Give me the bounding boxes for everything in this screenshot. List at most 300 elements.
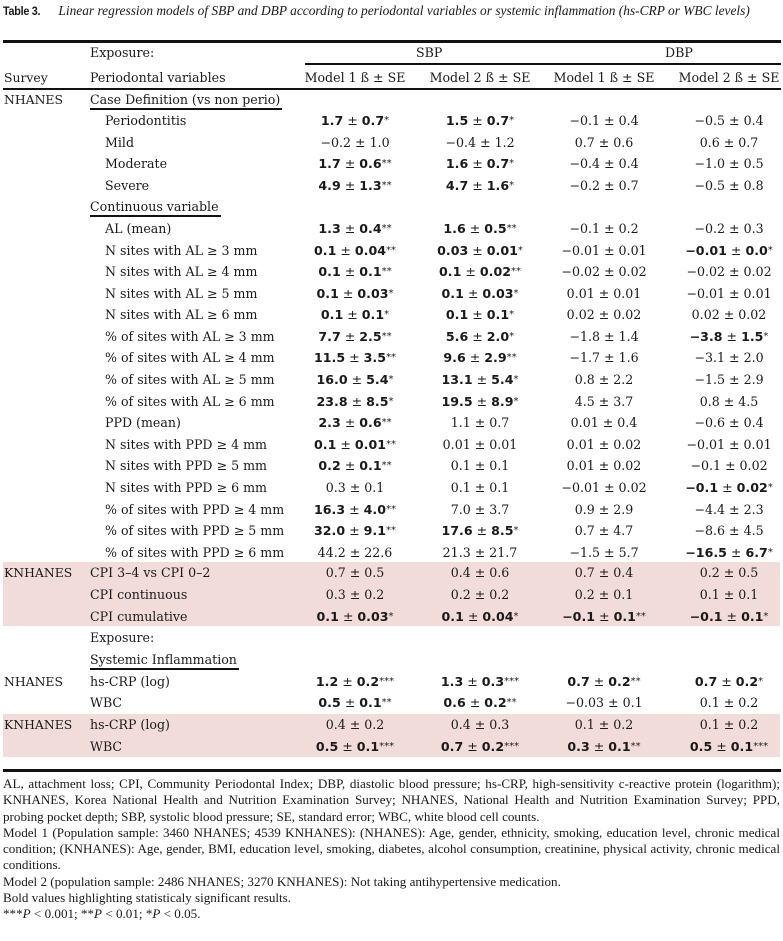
cell-estimate: 0.4: [325, 717, 346, 732]
plus-minus-sign: ±: [718, 480, 737, 495]
row-label: % of sites with AL ≥ 3 mm: [105, 329, 275, 344]
cell-estimate: 4.7: [445, 178, 469, 193]
cell-se: 0.3: [743, 221, 764, 236]
plus-minus-sign: ±: [340, 221, 360, 236]
cell-se: 0.1: [622, 695, 643, 710]
cell-estimate: 0.6: [443, 695, 466, 710]
footnote-abbreviations: AL, attachment loss; CPI, Community Periodontal Index; DBP, diastolic blood pressure; hs-CRP, high-sensitivity c-reactive protein (logarithm); KNHANES, Korea National Health and Nutrition Examination Survey; NHANES, National Health and Nutrition Examination Survey; PPD, probing pocket depth; SBP, systolic blood pressure; SE, standard error; WBC, white blood cell counts.: [3, 776, 780, 824]
cell-se: 0.4: [618, 113, 639, 128]
table-cell: [667, 587, 783, 603]
significance-stars: **: [381, 417, 392, 428]
table-cell: [667, 739, 783, 755]
cell-se: 6.7: [745, 545, 768, 560]
significance-stars: **: [385, 439, 396, 450]
table-cell: [418, 264, 542, 280]
table-cell: [667, 523, 783, 539]
table-cell: [542, 415, 666, 431]
table-cell: [542, 739, 666, 755]
table-cell: [293, 609, 417, 625]
plus-minus-sign: ±: [340, 329, 360, 344]
header-survey: Survey: [4, 70, 48, 85]
survey-knhanes: KNHANES: [4, 565, 73, 580]
cell-estimate: 1.3: [318, 221, 341, 236]
row-label: % of sites with AL ≥ 6 mm: [105, 394, 275, 409]
table-cell: [293, 156, 417, 172]
cell-estimate: 11.5: [314, 350, 346, 365]
cell-se: 0.2: [484, 695, 507, 710]
significance-stars: **: [635, 611, 646, 622]
header-col-sbp-model2: Model 2 ß ± SE: [429, 70, 531, 85]
cell-estimate: 0.3: [567, 739, 590, 754]
header-periodontal-variables: Periodontal variables: [90, 70, 226, 85]
cell-se: 2.9: [484, 350, 507, 365]
plus-minus-sign: ±: [340, 458, 360, 473]
table-cell: [542, 394, 666, 410]
plus-minus-sign: ±: [589, 739, 609, 754]
table-cell: [293, 394, 417, 410]
cell-se: 0.1: [489, 480, 510, 495]
table-cell: [418, 437, 542, 453]
significance-stars: *: [763, 611, 769, 622]
plus-minus-sign: ±: [599, 243, 619, 258]
table-cell: [418, 350, 542, 366]
cell-se: 0.3: [481, 674, 505, 689]
plus-minus-sign: ±: [470, 587, 490, 602]
cell-estimate: −0.1: [690, 458, 721, 473]
plus-minus-sign: ±: [463, 609, 483, 624]
plus-minus-sign: ±: [725, 523, 744, 538]
plus-minus-sign: ±: [717, 674, 736, 689]
table-cell: [542, 458, 666, 474]
significance-stars: **: [385, 525, 396, 536]
cell-se: 0.2: [608, 674, 631, 689]
cell-estimate: 0.01: [566, 286, 595, 301]
table-cell: [542, 717, 666, 733]
cell-estimate: 0.5: [318, 695, 341, 710]
table-cell: [667, 329, 783, 345]
significance-stars: ***: [379, 676, 395, 687]
cell-se: 2.0: [486, 329, 510, 344]
cell-estimate: 0.3: [325, 587, 346, 602]
plus-minus-sign: ±: [725, 221, 744, 236]
significance-stars: **: [385, 352, 396, 363]
cell-estimate: −1.5: [569, 545, 600, 560]
table-cell: [667, 178, 783, 194]
row-label: Severe: [105, 178, 150, 193]
plus-minus-sign: ±: [472, 372, 492, 387]
cell-estimate: 5.6: [445, 329, 469, 344]
cell-estimate: −0.2: [569, 178, 600, 193]
cell-estimate: −0.01: [561, 243, 600, 258]
header-col-dbp-model1: Model 1 ß ± SE: [553, 70, 655, 85]
table-cell: [542, 156, 666, 172]
significance-stars: **: [630, 676, 641, 687]
cell-estimate: −0.02: [686, 264, 725, 279]
table-cell: [542, 221, 666, 237]
significance-stars: **: [381, 180, 392, 191]
row-label: CPI continuous: [90, 587, 188, 602]
cell-estimate: −0.4: [445, 135, 476, 150]
cell-se: 0.02: [613, 458, 642, 473]
table-cell: [542, 609, 666, 625]
section-systemic-inflammation: Systemic Inflammation: [90, 652, 239, 670]
footnote-model1: Model 1 (Population sample: 3460 NHANES; 4539 KNHANES): (NHANES): Age, gender, ethnicity, smoking, education level, chronic medical condition; (KNHANES): Age, gender, BMI, education level, smoking, diabetes, alcohol consumption, creatinine, physical activity, chronic medical conditions.: [3, 824, 780, 873]
significance-stars: *: [388, 611, 394, 622]
cell-se: 3.7: [489, 502, 510, 517]
cell-se: 0.04: [482, 609, 514, 624]
table-cell: [542, 565, 666, 581]
table-cell: [542, 674, 666, 690]
plus-minus-sign: ±: [470, 458, 490, 473]
cell-se: 21.7: [489, 545, 518, 560]
row-label: Moderate: [105, 156, 168, 171]
plus-minus-sign: ±: [720, 458, 740, 473]
table-cell: [667, 113, 783, 129]
table-cell: [418, 587, 542, 603]
plus-minus-sign: ±: [472, 523, 492, 538]
cell-se: 0.6: [489, 565, 510, 580]
table-cell: [542, 113, 666, 129]
cell-estimate: 0.01: [566, 437, 595, 452]
cell-se: 5.4: [366, 372, 389, 387]
significance-stars: ***: [504, 676, 520, 687]
cell-se: 0.2: [356, 674, 380, 689]
cell-se: 0.01: [743, 286, 772, 301]
table-cell: [542, 372, 666, 388]
cell-se: 0.2: [481, 739, 505, 754]
cell-estimate: −3.8: [689, 329, 723, 344]
table-cell: [418, 286, 542, 302]
plus-minus-sign: ±: [468, 113, 487, 128]
plus-minus-sign: ±: [725, 156, 744, 171]
plus-minus-sign: ±: [338, 739, 357, 754]
significance-stars: *: [767, 482, 773, 493]
plus-minus-sign: ±: [340, 415, 360, 430]
plus-minus-sign: ±: [461, 264, 480, 279]
cell-estimate: 1.2: [315, 674, 339, 689]
cell-se: 8.5: [366, 394, 389, 409]
header-sbp: SBP: [416, 45, 443, 60]
table-cell: [542, 437, 666, 453]
plus-minus-sign: ±: [347, 394, 367, 409]
plus-minus-sign: ±: [465, 350, 485, 365]
table-cell: [667, 286, 783, 302]
significance-stars: *: [767, 245, 773, 256]
plus-minus-sign: ±: [599, 264, 619, 279]
plus-minus-sign: ±: [594, 394, 614, 409]
plus-minus-sign: ±: [719, 307, 739, 322]
survey-knhanes-inflammation: KNHANES: [4, 717, 73, 732]
plus-minus-sign: ±: [594, 458, 614, 473]
table-footnotes: [3, 776, 780, 923]
cell-se: 0.7: [489, 415, 510, 430]
plus-minus-sign: ±: [340, 178, 360, 193]
significance-stars: *: [513, 396, 519, 407]
row-label: % of sites with PPD ≥ 6 mm: [105, 545, 285, 560]
plus-minus-sign: ±: [468, 307, 487, 322]
cell-se: 0.01: [489, 437, 518, 452]
cell-se: 0.03: [357, 286, 389, 301]
cell-estimate: 0.7: [574, 565, 595, 580]
cell-estimate: 4.5: [574, 394, 595, 409]
table-cell: [667, 307, 783, 323]
cell-estimate: 1.6: [445, 156, 469, 171]
plus-minus-sign: ±: [338, 286, 358, 301]
cell-estimate: 13.1: [441, 372, 473, 387]
cell-se: 0.02: [618, 480, 647, 495]
header-col-sbp-model1: Model 1 ß ± SE: [304, 70, 406, 85]
cell-estimate: 9.6: [443, 350, 466, 365]
cell-se: 4.0: [363, 502, 386, 517]
cell-estimate: 0.1: [699, 717, 720, 732]
cell-estimate: 1.1: [450, 415, 471, 430]
cell-estimate: 1.3: [440, 674, 464, 689]
plus-minus-sign: ±: [600, 350, 619, 365]
row-label: WBC: [90, 739, 123, 754]
cell-se: 0.2: [364, 717, 385, 732]
cell-se: 0.02: [618, 264, 647, 279]
cell-se: 0.7: [486, 156, 510, 171]
significance-stars: **: [381, 266, 392, 277]
significance-stars: *: [509, 158, 515, 169]
cell-se: 0.1: [608, 739, 631, 754]
cell-se: 0.02: [613, 307, 642, 322]
plus-minus-sign: ±: [345, 587, 365, 602]
plus-minus-sign: ±: [712, 739, 731, 754]
significance-stars: ***: [753, 741, 769, 752]
table-cell: [293, 437, 417, 453]
cell-se: 2.5: [359, 329, 382, 344]
plus-minus-sign: ±: [345, 545, 365, 560]
cell-estimate: 0.1: [439, 264, 462, 279]
cell-se: 0.01: [743, 437, 772, 452]
cell-se: 1.3: [359, 178, 382, 193]
cell-se: 0.2: [489, 587, 510, 602]
table-cell: [418, 565, 542, 581]
row-label: CPI cumulative: [90, 609, 188, 624]
plus-minus-sign: ±: [594, 135, 614, 150]
cell-se: 0.1: [364, 480, 385, 495]
table-cell: [667, 437, 783, 453]
cell-se: 1.2: [494, 135, 515, 150]
cell-estimate: 7.0: [450, 502, 471, 517]
cell-se: 9.1: [363, 523, 386, 538]
cell-se: 3.5: [363, 350, 386, 365]
significance-stars: **: [630, 741, 641, 752]
table-label: Table 3.: [3, 4, 41, 18]
table-cell: [667, 502, 783, 518]
cell-estimate: 0.1: [450, 480, 471, 495]
plus-minus-sign: ±: [347, 372, 367, 387]
table-cell: [418, 717, 542, 733]
plus-minus-sign: ±: [594, 372, 614, 387]
cell-estimate: 0.5: [689, 739, 713, 754]
cell-estimate: 0.1: [314, 437, 337, 452]
plus-minus-sign: ±: [719, 565, 739, 580]
cell-estimate: 16.3: [314, 502, 346, 517]
cell-estimate: 0.01: [442, 437, 471, 452]
plus-minus-sign: ±: [338, 609, 358, 624]
cell-se: 0.4: [617, 415, 638, 430]
cell-estimate: −4.4: [694, 502, 725, 517]
cell-se: 0.2: [735, 674, 759, 689]
cell-estimate: 19.5: [441, 394, 473, 409]
cell-se: 2.9: [613, 502, 634, 517]
table-cell: [542, 178, 666, 194]
table-cell: [293, 307, 417, 323]
table-cell: [667, 717, 783, 733]
table-cell: [418, 372, 542, 388]
plus-minus-sign: ±: [719, 695, 739, 710]
plus-minus-sign: ±: [338, 674, 357, 689]
plus-minus-sign: ±: [594, 565, 614, 580]
table-cell: [667, 372, 783, 388]
table-cell: [542, 695, 666, 711]
cell-estimate: 0.03: [437, 243, 469, 258]
cell-estimate: −0.5: [694, 113, 725, 128]
table-cell: [418, 394, 542, 410]
cell-se: 0.03: [482, 286, 514, 301]
table-cell: [667, 674, 783, 690]
plus-minus-sign: ±: [725, 178, 744, 193]
cell-se: 0.2: [364, 587, 385, 602]
cell-se: 0.6: [359, 156, 382, 171]
cell-se: 0.2: [738, 695, 759, 710]
cell-se: 0.7: [361, 113, 385, 128]
plus-minus-sign: ±: [726, 545, 746, 560]
plus-minus-sign: ±: [336, 243, 355, 258]
cell-estimate: 0.7: [440, 739, 464, 754]
cell-estimate: 1.7: [318, 156, 341, 171]
cell-se: 2.0: [743, 350, 764, 365]
plus-minus-sign: ±: [468, 243, 487, 258]
cell-se: 8.9: [491, 394, 514, 409]
cell-se: 4.5: [743, 523, 764, 538]
cell-se: 0.4: [613, 565, 634, 580]
plus-minus-sign: ±: [470, 717, 490, 732]
table-cell: [667, 695, 783, 711]
cell-se: 0.02: [736, 480, 768, 495]
significance-stars: *: [763, 331, 769, 342]
cell-se: 8.5: [491, 523, 514, 538]
table-cell: [418, 156, 542, 172]
plus-minus-sign: ±: [463, 739, 482, 754]
row-label: Mild: [105, 135, 135, 150]
plus-minus-sign: ±: [472, 394, 492, 409]
row-label: % of sites with AL ≥ 4 mm: [105, 350, 275, 365]
table-cell: [667, 545, 783, 561]
table-caption: [3, 2, 781, 20]
cell-estimate: 0.1: [314, 243, 337, 258]
plus-minus-sign: ±: [470, 480, 490, 495]
table-cell: [418, 178, 542, 194]
cell-estimate: 0.5: [315, 739, 339, 754]
cell-estimate: −0.1: [685, 480, 719, 495]
plus-minus-sign: ±: [589, 674, 609, 689]
table-cell: [542, 329, 666, 345]
table-cell: [293, 717, 417, 733]
cell-se: 0.8: [743, 178, 764, 193]
plus-minus-sign: ±: [470, 545, 490, 560]
cell-estimate: 0.9: [574, 502, 595, 517]
section-exposure: Exposure:: [90, 630, 155, 645]
cell-estimate: 0.7: [325, 565, 346, 580]
table-cell: [293, 587, 417, 603]
plus-minus-sign: ±: [351, 135, 370, 150]
plus-minus-sign: ±: [465, 221, 485, 236]
cell-estimate: −0.6: [694, 415, 725, 430]
cell-se: 2.9: [743, 372, 764, 387]
table-cell: [667, 135, 783, 151]
cell-se: 4.7: [613, 523, 634, 538]
cell-se: 0.5: [743, 156, 764, 171]
cell-estimate: 0.1: [699, 587, 720, 602]
row-label: N sites with AL ≥ 5 mm: [105, 286, 258, 301]
plus-minus-sign: ±: [598, 415, 618, 430]
significance-stars: **: [510, 266, 521, 277]
cell-estimate: −0.01: [561, 480, 600, 495]
survey-nhanes-inflammation: NHANES: [4, 674, 63, 689]
cell-se: 5.7: [618, 545, 639, 560]
footnote-bold-note: Bold values highlighting statisticaly significant results.: [3, 890, 292, 906]
bottom-rule: [3, 769, 781, 772]
cell-se: 0.1: [359, 264, 382, 279]
cell-estimate: 1.5: [445, 113, 469, 128]
plus-minus-sign: ±: [345, 502, 364, 517]
cell-se: 0.02: [479, 264, 511, 279]
significance-stars: **: [506, 352, 517, 363]
cell-estimate: 7.7: [318, 329, 341, 344]
significance-stars: *: [758, 676, 764, 687]
plus-minus-sign: ±: [600, 545, 619, 560]
cell-estimate: −0.2: [320, 135, 351, 150]
footnote-model2: Model 2 (population sample: 2486 NHANES; 3270 KNHANES): Not taking antihypertensive medication.: [3, 873, 561, 889]
cell-estimate: −1.7: [569, 350, 600, 365]
table-cell: [418, 458, 542, 474]
table-cell: [667, 394, 783, 410]
cell-estimate: 0.7: [567, 674, 590, 689]
table-cell: [293, 178, 417, 194]
plus-minus-sign: ±: [724, 264, 744, 279]
group-underline: [305, 63, 781, 65]
table-cell: [542, 286, 666, 302]
plus-minus-sign: ±: [345, 523, 364, 538]
plus-minus-sign: ±: [343, 113, 362, 128]
table-cell: [293, 502, 417, 518]
cell-estimate: 0.02: [691, 307, 720, 322]
table-cell: [418, 523, 542, 539]
cell-se: 3.7: [613, 394, 634, 409]
table-cell: [418, 545, 542, 561]
cell-se: 1.6: [618, 350, 639, 365]
cell-se: 2.3: [743, 502, 764, 517]
table-cell: [418, 674, 542, 690]
header-rule: [3, 88, 781, 90]
cell-se: 0.1: [486, 307, 510, 322]
cell-estimate: −8.6: [694, 523, 725, 538]
table-cell: [418, 221, 542, 237]
cell-se: 0.4: [359, 221, 382, 236]
table-cell: [667, 350, 783, 366]
cell-se: 2.2: [613, 372, 634, 387]
table-cell: [542, 135, 666, 151]
row-label: AL (mean): [105, 221, 172, 236]
significance-stars: *: [384, 309, 390, 320]
plus-minus-sign: ±: [594, 502, 614, 517]
plus-minus-sign: ±: [345, 480, 365, 495]
cell-se: 0.02: [739, 458, 768, 473]
table-cell: [542, 243, 666, 259]
